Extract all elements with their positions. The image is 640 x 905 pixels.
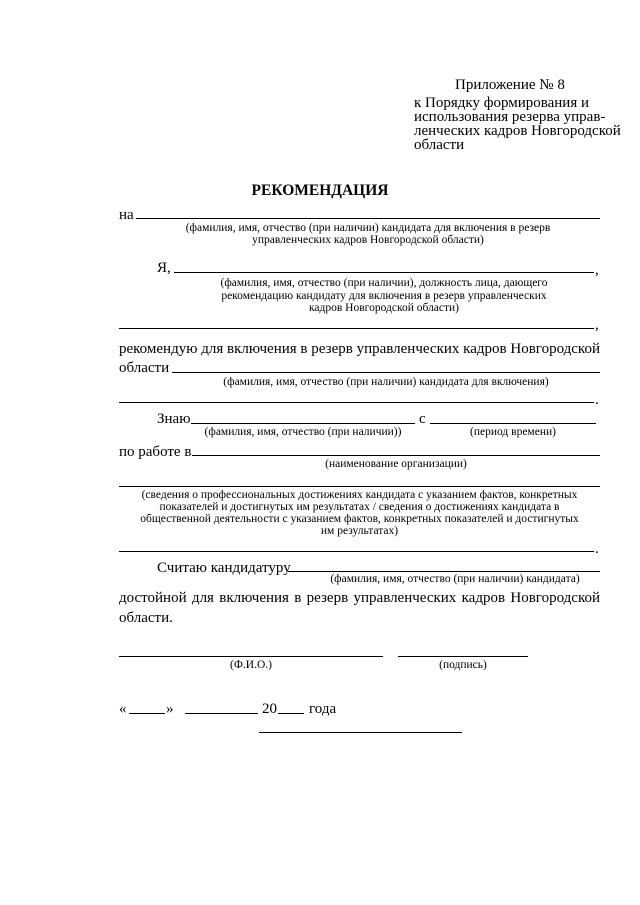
candidate-continuation-line xyxy=(119,402,594,403)
na-caption-1: (фамилия, имя, отчество (при наличии) кандидата для включения в резерв xyxy=(185,222,551,234)
znayu-caption-period: (период времени) xyxy=(470,426,556,438)
ya-comma: , xyxy=(595,262,599,278)
worthy-text: достойной для включения в резерв управленческих кадров Новгородской xyxy=(119,590,600,606)
consider-caption: (фамилия, имя, отчество (при наличии) кандидата) xyxy=(330,573,580,585)
ya-caption-3: кадров Новгородской области) xyxy=(308,302,460,314)
consider-input-line xyxy=(288,571,600,572)
ya-caption-2: рекомендацию кандидату для включения в резерв управленческих xyxy=(221,290,547,302)
achievements-caption-2: показателей и достигнутых им результатах / сведения о достижениях кандидата в xyxy=(159,501,560,513)
achievements-caption-3: общественной деятельности с указанием фактов, конкретных показателей и достигнутых xyxy=(140,513,579,525)
achievements-period: . xyxy=(595,541,599,557)
fio-caption: (Ф.И.О.) xyxy=(230,659,272,671)
achievements-caption-4: им результатах) xyxy=(320,525,399,537)
na-input-line xyxy=(136,218,600,219)
work-input-line xyxy=(192,455,600,456)
date-open-quote: « xyxy=(119,701,127,717)
ya-label: Я, xyxy=(157,260,171,276)
signature-caption: (подпись) xyxy=(439,659,487,671)
znayu-label: Знаю xyxy=(157,411,191,427)
oblasti-caption: (фамилия, имя, отчество (при наличии) кандидата для включения) xyxy=(223,376,549,388)
work-caption: (наименование организации) xyxy=(325,458,467,470)
appendix-line-3: ленческих кадров Новгородской xyxy=(414,123,621,139)
date-year-line xyxy=(278,713,304,714)
znayu-input-line xyxy=(191,423,415,424)
appendix-line-1: к Порядку формирования и xyxy=(414,95,590,111)
signature-input-line xyxy=(398,656,528,657)
achievements-continuation-line xyxy=(119,551,594,552)
oblasti-label: области xyxy=(119,360,170,376)
s-label: с xyxy=(419,411,426,427)
recommend-text: рекомендую для включения в резерв управленческих кадров Новгородской xyxy=(119,341,600,357)
appendix-title: Приложение № 8 xyxy=(455,77,565,93)
appendix-line-4: области xyxy=(414,137,465,153)
work-label: по работе в xyxy=(119,444,192,460)
date-month-line xyxy=(185,713,258,714)
ya-continuation-line xyxy=(119,328,594,329)
document-title: РЕКОМЕНДАЦИЯ xyxy=(251,182,389,199)
candidate-continuation-period: . xyxy=(595,392,599,408)
period-input-line xyxy=(430,423,596,424)
achievements-caption-1: (сведения о профессиональных достижениях кандидата с указанием фактов, конкретных xyxy=(141,489,578,501)
achievements-input-line xyxy=(119,486,600,487)
date-suffix: года xyxy=(309,701,337,717)
consider-label: Считаю кандидатуру xyxy=(157,560,291,576)
ya-continuation-comma: , xyxy=(595,317,599,333)
znayu-caption-name: (фамилия, имя, отчество (при наличии)) xyxy=(204,426,402,438)
fio-input-line xyxy=(119,656,383,657)
oblasti-input-line xyxy=(172,372,600,373)
ya-input-line xyxy=(174,272,594,273)
appendix-line-2: использования резерва управ- xyxy=(414,109,606,125)
na-label: на xyxy=(119,207,134,223)
date-day-line xyxy=(129,713,165,714)
ya-caption-1: (фамилия, имя, отчество (при наличии), должность лица, дающего xyxy=(220,277,548,289)
worthy-end: области. xyxy=(119,610,173,626)
date-close-quote: » xyxy=(166,701,174,717)
bottom-line xyxy=(259,732,462,733)
date-year-prefix: 20 xyxy=(262,701,277,717)
na-caption-2: управленческих кадров Новгородской области) xyxy=(252,234,484,246)
